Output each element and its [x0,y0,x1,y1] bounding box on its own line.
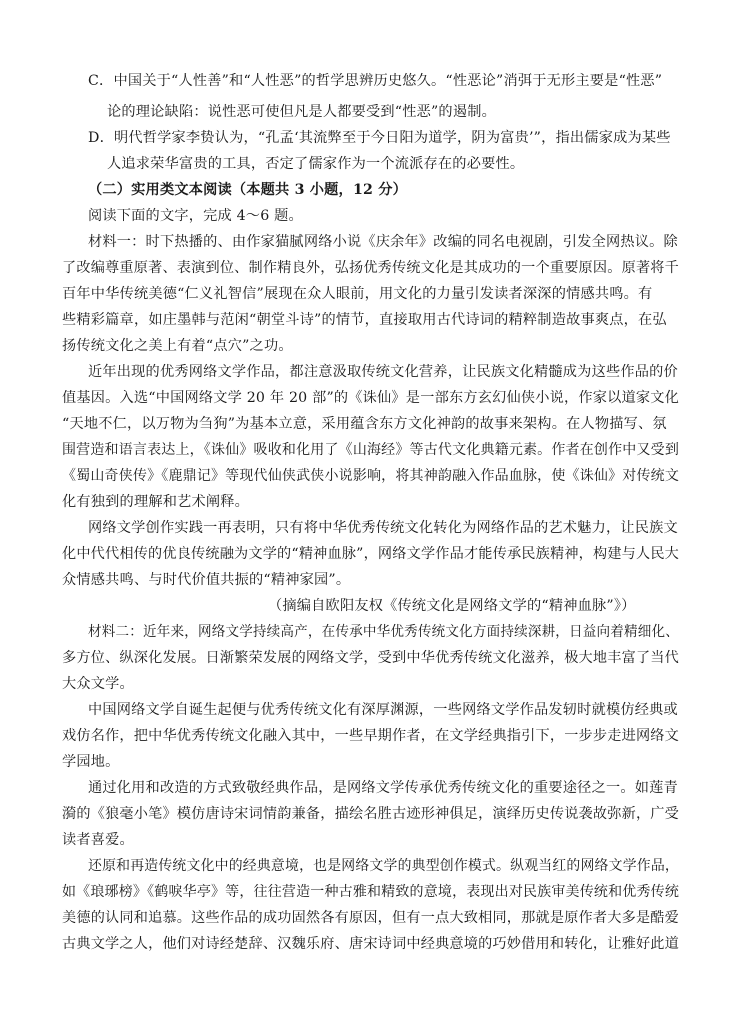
option-d-line2: 人追求荣华富贵的工具，否定了儒家作为一个流派存在的必要性。 [107,156,525,172]
material1-p2-line: 《蜀山奇侠传》《鹿鼎记》等现代仙侠武侠小说影响，将其神韵融入作品血脉，使《诛仙》对传统文 [62,468,680,484]
material1-p1-line: 些精彩篇章，如庄墨韩与范闲“朝堂斗诗”的情节，直接取用古代诗词的精粹制造故事爽点，在弘 [62,312,667,328]
material2-p3-line: 通过化用和改造的方式致敬经典作品，是网络文学传承优秀传统文化的重要途径之一。如莲青 [88,780,678,796]
material2-p1-line: 材料二：近年来，网络文学持续高产，在传承中华优秀传统文化方面持续深耕，日益向着精细化、 [88,624,680,640]
option-d-line1: D．明代哲学家李贽认为，“孔孟‘其流弊至于今日阳为道学，阴为富贵’”，指出儒家成为某些 [88,130,671,146]
material1-p2-line: 化有独到的理解和艺术阐释。 [62,494,250,510]
option-c-line1: C．中国关于“人性善”和“人性恶”的哲学思辨历史悠久。“性恶论”消弭于无形主要是“性恶” [88,73,663,89]
material2-p1-line: 大众文学。 [62,676,134,692]
material1-p3-line: 众情感共鸣、与时代价值共振的“精神家园”。 [62,572,351,588]
material2-p1-line: 多方位、纵深化发展。日渐繁荣发展的网络文学，受到中华优秀传统文化滋养，极大地丰富了当代 [62,650,680,666]
material2-p3-line: 读者喜爱。 [62,832,134,848]
material1-p2-line: 值基因。入选“中国网络文学 20 年 20 部”的《诛仙》是一部东方玄幻仙侠小说，作家以道家文化 [62,390,680,406]
material2-p4-line: 还原和再造传统文化中的经典意境，也是网络文学的典型创作模式。纵观当红的网络文学作品， [88,858,679,874]
material1-p1-line: 材料一：时下热播的、由作家猫腻网络小说《庆余年》改编的同名电视剧，引发全网热议。除 [88,234,678,250]
section-instruction: 阅读下面的文字，完成 4～6 题。 [88,208,303,224]
material1-p2-line: 围营造和语言表达上，《诛仙》吸收和化用了《山海经》等古代文化典籍元素。作者在创作中又受到 [62,442,680,458]
material2-p4-line: 古典文学之人，他们对诗经楚辞、汉魏乐府、唐宋诗词中经典意境的巧妙借用和转化，让雅好此道 [62,936,680,952]
material2-p3-line: 漪的《狼毫小笔》模仿唐诗宋词情韵兼备，描绘名胜古迹形神俱足，演绎历史传说袭故弥新，广受 [62,806,680,822]
material1-p1-line: 了改编尊重原著、表演到位、制作精良外，弘扬优秀传统文化是其成功的一个重要原因。原著将千 [62,260,680,276]
material1-p3-line: 网络文学创作实践一再表明，只有将中华优秀传统文化转化为网络作品的艺术魅力，让民族文 [88,520,678,536]
material2-p4-line: 如《琅琊榜》《鹤唳华亭》等，往往营造一种古雅和精致的意境，表现出对民族审美传统和优秀传统 [62,884,680,900]
material1-p1-line: 扬传统文化之美上有着“点穴”之功。 [62,338,293,354]
material1-p1-line: 百年中华传统美德“仁义礼智信”展现在众人眼前，用文化的力量引发读者深深的情感共鸣。有 [62,286,653,302]
material2-p2-line: 学园地。 [62,754,120,770]
material2-p2-line: 戏仿名作，把中华优秀传统文化融入其中，一些早期作者，在文学经典指引下，一步步走进网络文 [62,728,680,744]
material1-p2-line: 近年出现的优秀网络文学作品，都注意汲取传统文化营养，让民族文化精髓成为这些作品的价 [88,364,678,380]
section-heading: （二）实用类文本阅读（本题共 3 小题，12 分） [88,182,407,198]
material1-p2-line: “天地不仁，以万物为刍狗”为基本立意，采用蕴含东方文化神韵的故事来架构。在人物描写、氛 [62,416,667,432]
material2-p4-line: 美德的认同和追慕。这些作品的成功固然各有原因，但有一点大致相同，那就是原作者大多是酷爱 [62,910,680,926]
option-c-line2: 论的理论缺陷：说性恶可使但凡是人都要受到“性恶”的遏制。 [107,104,496,120]
material2-p2-line: 中国网络文学自诞生起便与优秀传统文化有深厚渊源，一些网络文学作品发轫时就模仿经典或 [88,702,678,718]
material1-source: （摘编自欧阳友权《传统文化是网络文学的“精神血脉”》） [268,598,636,614]
material1-p3-line: 化中代代相传的优良传统融为文学的“精神血脉”，网络文学作品才能传承民族精神，构建与人民大 [62,546,680,562]
